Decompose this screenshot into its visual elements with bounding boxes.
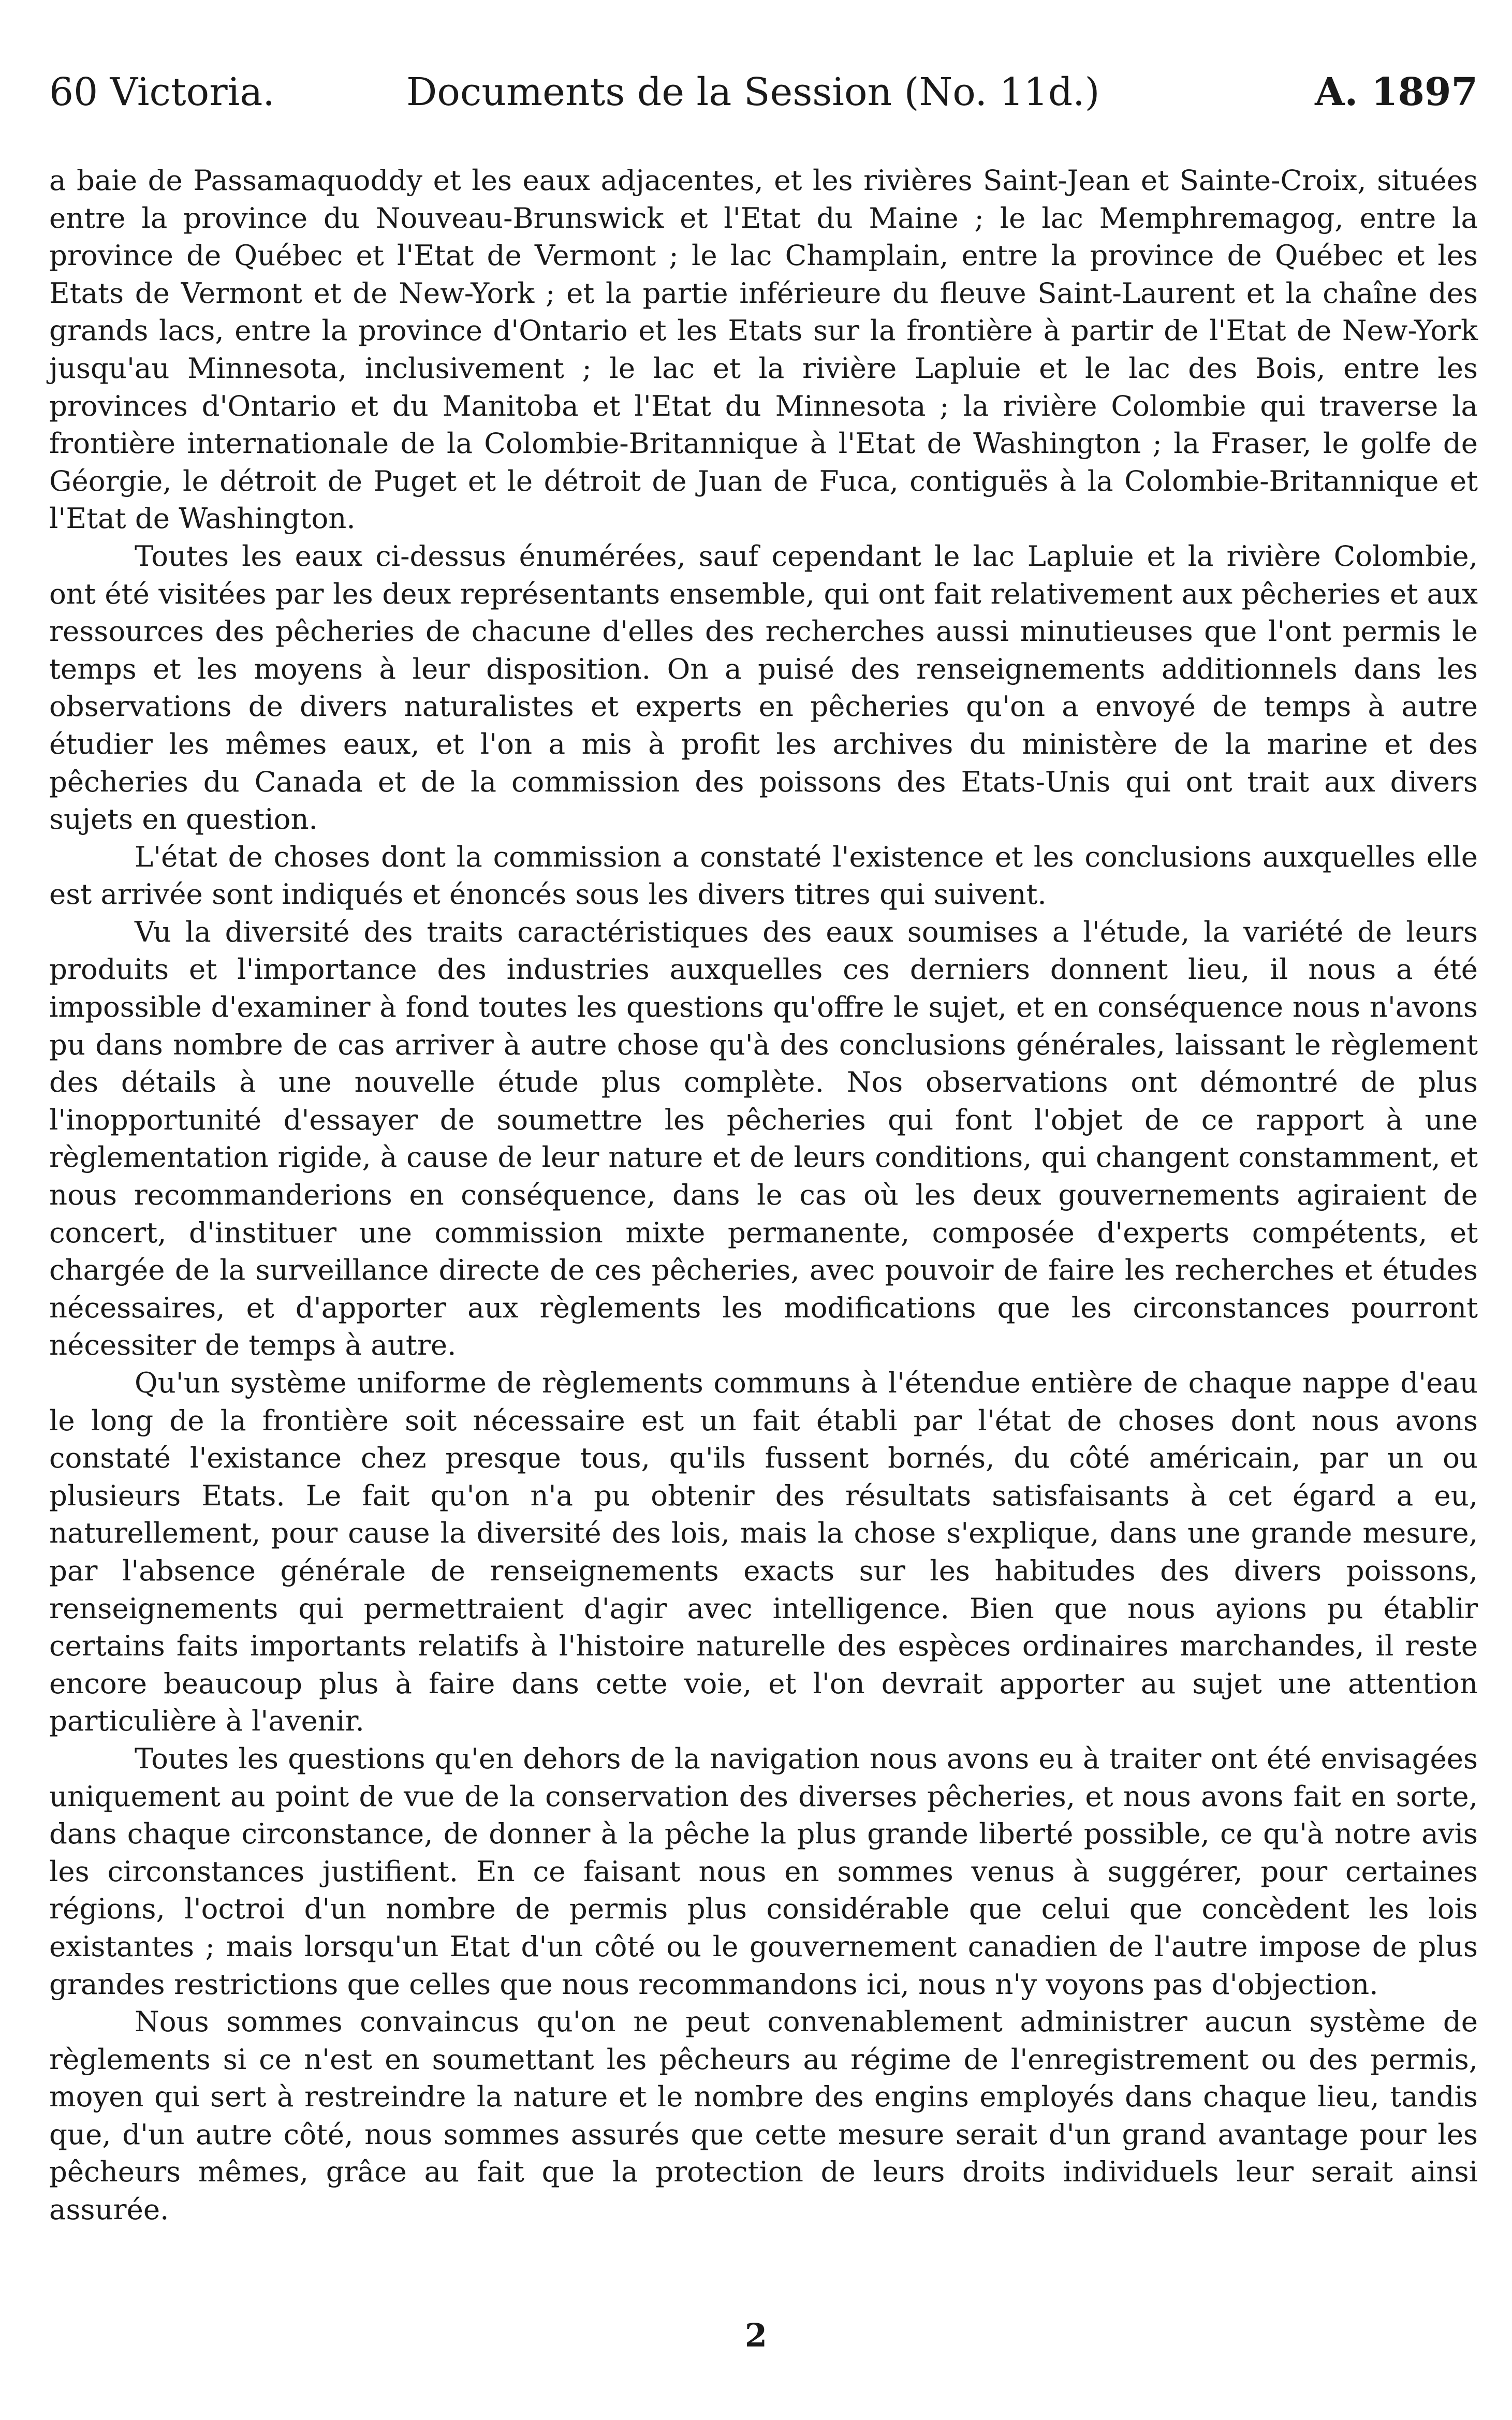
body-text [49, 162, 1478, 2228]
header-publication-title: Documents de la Session (No. 11d.) [406, 70, 1100, 114]
paragraph: Nous sommes convaincus qu'on ne peut convenablement administrer aucun système de règlements si ce n'est en soumettant les pêcheurs au régime de l'enregistrement ou des permis, moyen qui sert à restreindre la nature et le nombre des engins employés dans chaque lieu, tandis que, d'un autre côté, nous sommes assurés que cette mesure serait d'un grand avantage pour les pêcheurs mêmes, grâce au fait que la protection de leurs droits individuels leur serait ainsi assurée. [49, 2005, 1478, 2226]
paragraph: L'état de choses dont la commission a constaté l'existence et les conclusions auxquelles elle est arrivée sont indiqués et énoncés sous les divers titres qui suivent. [49, 840, 1478, 911]
paragraph: Qu'un système uniforme de règlements communs à l'étendue entière de chaque nappe d'eau le long de la frontière soit nécessaire est un fait établi par l'état de choses dont nous avons constaté l'existance chez presque tous, qu'ils fussent bornés, du côté américain, par un ou plusieurs Etats. Le fait qu'on n'a pu obtenir des résultats satisfaisants à cet égard a eu, naturellement, pour cause la diversité des lois, mais la chose s'explique, dans une grande mesure, par l'absence générale de renseignements exacts sur les habitudes des divers poissons, renseignements qui permettraient d'agir avec intelligence. Bien que nous ayions pu établir certains faits importants relatifs à l'histoire naturelle des espèces ordinaires marchandes, il reste encore beaucoup plus à faire dans cette voie, et l'on devrait apporter au sujet une attention particulière à l'avenir. [49, 1366, 1478, 1738]
header-year: A. 1897 [1315, 70, 1478, 114]
page-number: 2 [744, 2316, 768, 2354]
paragraph: Vu la diversité des traits caractéristiques des eaux soumises a l'étude, la variété de leurs produits et l'importance des industries auxquelles ces derniers donnent lieu, il nous a été impossible d'examiner à fond toutes les questions qu'offre le sujet, et en conséquence nous n'avons pu dans nombre de cas arriver à autre chose qu'à des conclusions générales, laissant le règlement des détails à une nouvelle étude plus complète. Nos observations ont démontré de plus l'inopportunité d'essayer de soumettre les pêcheries qui font l'objet de ce rapport à une règlementation rigide, à cause de leur nature et de leurs conditions, qui changent constamment, et nous recommanderions en conséquence, dans le cas où les deux gouvernements agiraient de concert, d'instituer une commission mixte permanente, composée d'experts compétents, et chargée de la surveillance directe de ces pêcheries, avec pouvoir de faire les recherches et études nécessaires, et d'apporter aux règlements les modifications que les circonstances pourront nécessiter de temps à autre. [49, 915, 1478, 1362]
paragraph: a baie de Passamaquoddy et les eaux adjacentes, et les rivières Saint-Jean et Sainte-Croix, situées entre la province du Nouveau-Brunswick et l'Etat du Maine ; le lac Memphremagog, entre la province de Québec et l'Etat de Vermont ; le lac Champlain, entre la province de Québec et les Etats de Vermont et de New-York ; et la partie inférieure du fleuve Saint-Laurent et la chaîne des grands lacs, entre la province d'Ontario et les Etats sur la frontière à partir de l'Etat de New-York jusqu'au Minnesota, inclusivement ; le lac et la rivière Lapluie et le lac des Bois, entre les provinces d'Ontario et du Manitoba et l'Etat du Minnesota ; la rivière Colombie qui traverse la frontière internationale de la Colombie-Britannique à l'Etat de Washington ; la Fraser, le golfe de Géorgie, le détroit de Puget et le détroit de Juan de Fuca, contiguës à la Colombie-Britannique et l'Etat de Washington. [49, 164, 1478, 535]
paragraph: Toutes les eaux ci-dessus énumérées, sauf cependant le lac Lapluie et la rivière Colombie, ont été visitées par les deux représentants ensemble, qui ont fait relativement aux pêcheries et aux ressources des pêcheries de chacune d'elles des recherches aussi minutieuses que l'ont permis le temps et les moyens à leur disposition. On a puisé des renseignements additionnels dans les observations de divers naturalistes et experts en pêcheries qu'on a envoyé de temps à autre étudier les mêmes eaux, et l'on a mis à profit les archives du ministère de la marine et des pêcheries du Canada et de la commission des poissons des Etats-Unis qui ont trait aux divers sujets en question. [49, 539, 1478, 836]
running-header [49, 61, 1478, 123]
paragraph: Toutes les questions qu'en dehors de la navigation nous avons eu à traiter ont été envisagées uniquement au point de vue de la conservation des diverses pêcheries, et nous avons fait en sorte, dans chaque circonstance, de donner à la pêche la plus grande liberté possible, ce qu'à notre avis les circonstances justifient. En ce faisant nous en sommes venus à suggérer, pour certaines régions, l'octroi d'un nombre de permis plus considérable que celui que concèdent les lois existantes ; mais lorsqu'un Etat d'un côté ou le gouvernement canadien de l'autre impose de plus grandes restrictions que celles que nous recommandons ici, nous n'y voyons pas d'objection. [49, 1741, 1478, 2001]
header-regnal-year: 60 Victoria. [49, 70, 275, 114]
